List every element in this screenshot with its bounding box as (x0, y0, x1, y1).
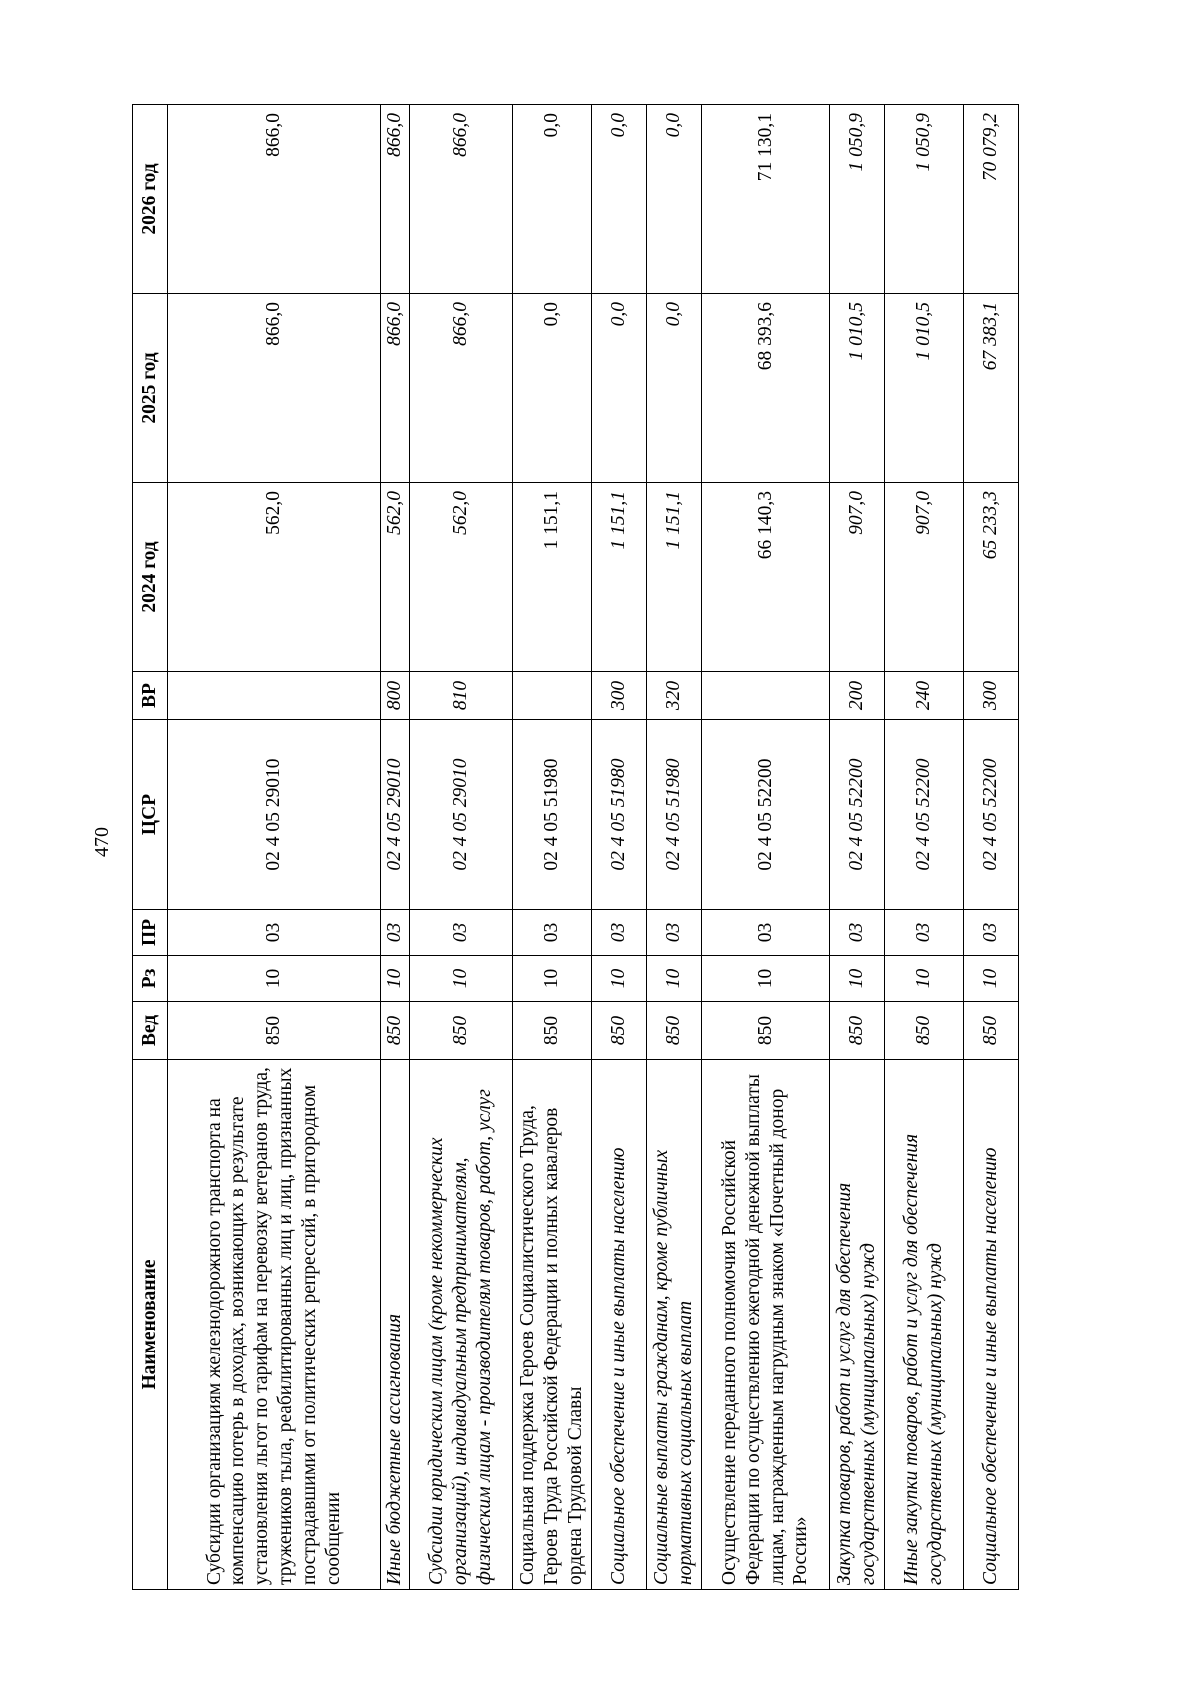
header-name: Наименование (133, 1060, 168, 1590)
cell-csr: 02 4 05 51980 (513, 720, 592, 910)
cell-2024: 562,0 (381, 483, 410, 672)
cell-rz: 10 (381, 956, 410, 1002)
cell-2024: 1 151,1 (513, 483, 592, 672)
cell-2026: 0,0 (592, 105, 647, 294)
cell-ved: 850 (702, 1002, 830, 1060)
table-row (592, 105, 647, 1590)
cell-vr: 800 (381, 672, 410, 720)
page-number: 470 (90, 827, 113, 857)
cell-pr: 03 (168, 910, 381, 956)
cell-2026: 70 079,2 (964, 105, 1019, 294)
budget-table (132, 104, 1019, 1590)
cell-ved: 850 (410, 1002, 513, 1060)
cell-name: Социальные выплаты гражданам, кроме публичных нормативных социальных выплат (647, 1060, 702, 1590)
table-row (381, 105, 410, 1590)
cell-2025: 866,0 (410, 294, 513, 483)
header-rz: Рз (133, 956, 168, 1002)
cell-pr: 03 (885, 910, 964, 956)
cell-2026: 866,0 (381, 105, 410, 294)
cell-ved: 850 (647, 1002, 702, 1060)
cell-pr: 03 (381, 910, 410, 956)
cell-ved: 850 (964, 1002, 1019, 1060)
cell-csr: 02 4 05 29010 (168, 720, 381, 910)
cell-2026: 0,0 (513, 105, 592, 294)
cell-name: Иные закупки товаров, работ и услуг для обеспечения государственных (муниципальных) нужд (885, 1060, 964, 1590)
header-2024: 2024 год (133, 483, 168, 672)
cell-ved: 850 (513, 1002, 592, 1060)
cell-pr: 03 (647, 910, 702, 956)
cell-csr: 02 4 05 51980 (592, 720, 647, 910)
cell-csr: 02 4 05 52200 (885, 720, 964, 910)
cell-rz: 10 (830, 956, 885, 1002)
cell-name: Социальная поддержка Героев Социалистического Труда, Героев Труда Российской Федерации и полных кавалеров ордена Трудовой Славы (513, 1060, 592, 1590)
cell-2026: 1 050,9 (885, 105, 964, 294)
cell-ved: 850 (830, 1002, 885, 1060)
cell-csr: 02 4 05 52200 (964, 720, 1019, 910)
cell-pr: 03 (513, 910, 592, 956)
cell-rz: 10 (647, 956, 702, 1002)
cell-2025: 1 010,5 (885, 294, 964, 483)
cell-2024: 66 140,3 (702, 483, 830, 672)
cell-2024: 562,0 (410, 483, 513, 672)
cell-2025: 68 393,6 (702, 294, 830, 483)
cell-csr: 02 4 05 52200 (702, 720, 830, 910)
cell-2026: 866,0 (410, 105, 513, 294)
cell-csr: 02 4 05 52200 (830, 720, 885, 910)
cell-pr: 03 (830, 910, 885, 956)
cell-name: Субсидии организациям железнодорожного транспорта на компенсацию потерь в доходах, возникающих в результате установления льгот по тарифам на перевозку ветеранов труда, тружеников тыла, реабилитированных лиц и лиц, признанных пострадавшими от политических репрессий, в пригородном сообщении (168, 1060, 381, 1590)
header-csr: ЦСР (133, 720, 168, 910)
cell-2024: 1 151,1 (647, 483, 702, 672)
cell-2024: 1 151,1 (592, 483, 647, 672)
table-row (168, 105, 381, 1590)
cell-2026: 1 050,9 (830, 105, 885, 294)
cell-ved: 850 (168, 1002, 381, 1060)
cell-name: Субсидии юридическим лицам (кроме некоммерческих организаций), индивидуальным предпринимателям, физическим лицам - производителям товаров, работ, услуг (410, 1060, 513, 1590)
cell-pr: 03 (592, 910, 647, 956)
table-header-row (133, 105, 168, 1590)
cell-2025: 0,0 (647, 294, 702, 483)
cell-2026: 71 130,1 (702, 105, 830, 294)
cell-vr (513, 672, 592, 720)
cell-2025: 0,0 (592, 294, 647, 483)
cell-2025: 0,0 (513, 294, 592, 483)
cell-name: Социальное обеспечение и иные выплаты населению (964, 1060, 1019, 1590)
table-row (830, 105, 885, 1590)
cell-rz: 10 (410, 956, 513, 1002)
cell-name: Социальное обеспечение и иные выплаты населению (592, 1060, 647, 1590)
table-row (964, 105, 1019, 1590)
cell-2024: 907,0 (830, 483, 885, 672)
cell-vr: 240 (885, 672, 964, 720)
cell-vr (702, 672, 830, 720)
table-row (647, 105, 702, 1590)
header-pr: ПР (133, 910, 168, 956)
cell-csr: 02 4 05 29010 (381, 720, 410, 910)
table-row (410, 105, 513, 1590)
cell-2025: 866,0 (168, 294, 381, 483)
cell-pr: 03 (702, 910, 830, 956)
table-row (885, 105, 964, 1590)
cell-2025: 866,0 (381, 294, 410, 483)
cell-rz: 10 (964, 956, 1019, 1002)
cell-vr: 200 (830, 672, 885, 720)
cell-2025: 67 383,1 (964, 294, 1019, 483)
cell-rz: 10 (168, 956, 381, 1002)
cell-2024: 907,0 (885, 483, 964, 672)
cell-ved: 850 (592, 1002, 647, 1060)
cell-rz: 10 (513, 956, 592, 1002)
cell-vr (168, 672, 381, 720)
cell-rz: 10 (702, 956, 830, 1002)
cell-name: Иные бюджетные ассигнования (381, 1060, 410, 1590)
header-2025: 2025 год (133, 294, 168, 483)
budget-table-container (132, 105, 1042, 1590)
cell-pr: 03 (410, 910, 513, 956)
cell-rz: 10 (592, 956, 647, 1002)
header-2026: 2026 год (133, 105, 168, 294)
cell-vr: 300 (964, 672, 1019, 720)
cell-name: Закупка товаров, работ и услуг для обеспечения государственных (муниципальных) нужд (830, 1060, 885, 1590)
cell-2025: 1 010,5 (830, 294, 885, 483)
cell-vr: 810 (410, 672, 513, 720)
cell-2026: 0,0 (647, 105, 702, 294)
cell-csr: 02 4 05 51980 (647, 720, 702, 910)
cell-2026: 866,0 (168, 105, 381, 294)
header-vr: ВР (133, 672, 168, 720)
cell-pr: 03 (964, 910, 1019, 956)
cell-rz: 10 (885, 956, 964, 1002)
cell-2024: 562,0 (168, 483, 381, 672)
cell-vr: 320 (647, 672, 702, 720)
cell-ved: 850 (381, 1002, 410, 1060)
cell-ved: 850 (885, 1002, 964, 1060)
cell-vr: 300 (592, 672, 647, 720)
header-ved: Вед (133, 1002, 168, 1060)
cell-2024: 65 233,3 (964, 483, 1019, 672)
cell-name: Осуществление переданного полномочия Российской Федерации по осуществлению ежегодной денежной выплаты лицам, награжденным нагрудным знаком «Почетный донор России» (702, 1060, 830, 1590)
table-row (513, 105, 592, 1590)
cell-csr: 02 4 05 29010 (410, 720, 513, 910)
table-row (702, 105, 830, 1590)
